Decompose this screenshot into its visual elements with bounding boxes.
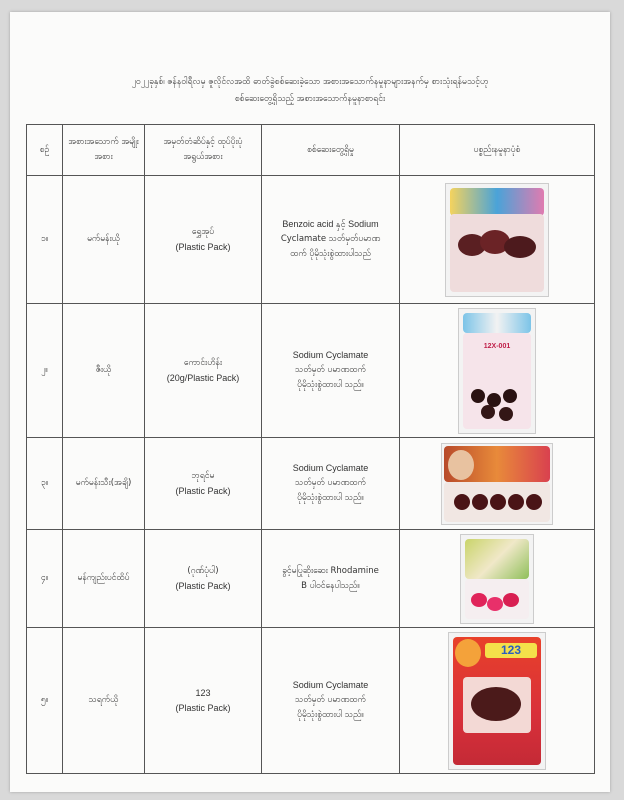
table-row bbox=[27, 304, 595, 438]
document-page bbox=[10, 12, 610, 792]
finding-line: ပိုမိုသုံးစွဲထားပါ သည်။ bbox=[297, 493, 364, 503]
sample-photo-jujube-candy bbox=[458, 308, 536, 434]
brand-name: ရွှေအုပ် bbox=[191, 226, 215, 237]
row-number: ၄။ bbox=[27, 530, 63, 628]
sample-image-cell bbox=[400, 438, 595, 530]
table-row bbox=[27, 530, 595, 628]
header-finding: စစ်ဆေးတွေ့ရှိမှု bbox=[262, 125, 400, 176]
table-row bbox=[27, 176, 595, 304]
pack-size: (20g/Plastic Pack) bbox=[166, 372, 240, 383]
row-number: ၂။ bbox=[27, 304, 63, 438]
finding-cell bbox=[262, 176, 400, 304]
food-type: မန်ကျည်းပင်ထိပ် bbox=[63, 530, 145, 628]
finding-line: ပိုမိုသုံးစွဲထားပါ သည်။ bbox=[297, 380, 364, 390]
header-image: ပစ္စည်းနမူနာပုံစံ bbox=[400, 125, 595, 176]
brand-name: ကောင်းဟိန်း bbox=[183, 357, 223, 368]
header-brand: အမှတ်တံဆိပ်နှင့် ထုပ်ပိုးပုံ အရွယ်အစား bbox=[145, 125, 262, 176]
finding-cell bbox=[262, 304, 400, 438]
sample-photo-mango-candy bbox=[448, 632, 546, 770]
finding-line: သတ်မှတ် ပမာဏထက် bbox=[295, 695, 366, 705]
finding-line: ပိုမိုသုံးစွဲထားပါ သည်။ bbox=[297, 710, 364, 720]
sample-image-cell bbox=[400, 530, 595, 628]
brand-cell bbox=[145, 176, 262, 304]
header-food-type: အစားအသောက် အမျိုးအစား bbox=[63, 125, 145, 176]
brand-name: ဘုရင်မ bbox=[191, 470, 215, 481]
food-type: မက်မန်းသီး(အချိ) bbox=[63, 438, 145, 530]
food-sample-table bbox=[26, 124, 595, 774]
pack-size: (Plastic Pack) bbox=[175, 702, 231, 713]
pack-size: (Plastic Pack) bbox=[175, 580, 231, 591]
finding-cell bbox=[262, 628, 400, 774]
food-type: သရက်ယို bbox=[63, 628, 145, 774]
finding-line: Sodium Cyclamate bbox=[292, 680, 369, 690]
pack-code: 12X-001 bbox=[483, 342, 511, 350]
sample-photo-plum-pickle bbox=[441, 443, 553, 525]
row-number: ၅။ bbox=[27, 628, 63, 774]
row-number: ၃။ bbox=[27, 438, 63, 530]
finding-cell bbox=[262, 530, 400, 628]
sample-photo-plum-candy bbox=[445, 183, 549, 297]
title-line-2: စစ်ဆေးတွေ့ရှိသည့် အစားအသောက်နမူနာစာရင်း bbox=[234, 94, 386, 104]
title-line-1: ၂၀၂၂ခုနှစ်၊ ဇန်နဝါရီလမှ ဇူလိုင်လအထိ ဓာတ်ခွဲစစ်ဆေးခဲ့သော အစားအသောက်နမူနာများအနက်မှ စားသုံးရန်မသင့်ဟု bbox=[131, 77, 489, 87]
brand-cell bbox=[145, 628, 262, 774]
finding-line: သတ်မှတ် ပမာဏထက် bbox=[295, 365, 366, 375]
finding-line: Cyclamate သတ်မှတ်ပမာဏ bbox=[280, 234, 381, 244]
document-title bbox=[30, 74, 590, 108]
table-row bbox=[27, 628, 595, 774]
finding-line: သတ်မှတ် ပမာဏထက် bbox=[295, 478, 366, 488]
finding-cell bbox=[262, 438, 400, 530]
finding-line: Sodium Cyclamate bbox=[292, 463, 369, 473]
table-row bbox=[27, 438, 595, 530]
row-number: ၁။ bbox=[27, 176, 63, 304]
brand-cell bbox=[145, 530, 262, 628]
sample-image-cell bbox=[400, 176, 595, 304]
sample-photo-tamarind-sprouts bbox=[460, 534, 534, 624]
table-header-row bbox=[27, 125, 595, 176]
food-type: ဇီးယို bbox=[63, 304, 145, 438]
pack-size: (Plastic Pack) bbox=[175, 241, 231, 252]
sample-image-cell bbox=[400, 628, 595, 774]
food-type: မက်မန်းယို bbox=[63, 176, 145, 304]
pack-size: (Plastic Pack) bbox=[175, 485, 231, 496]
brand-cell bbox=[145, 304, 262, 438]
finding-line: B ပါဝင်နေပါသည်။ bbox=[301, 580, 360, 591]
brand-cell bbox=[145, 438, 262, 530]
finding-line: Benzoic acid နှင့် Sodium bbox=[282, 219, 379, 229]
brand-name: (ဂုဏ်ပုံပါ) bbox=[187, 565, 219, 576]
brand-name: 123 bbox=[195, 687, 211, 698]
finding-line: Sodium Cyclamate bbox=[292, 350, 369, 360]
sample-image-cell bbox=[400, 304, 595, 438]
pack-logo: 123 bbox=[485, 643, 537, 658]
finding-line: ခွင့်မပြုဆိုးဆေး Rhodamine bbox=[282, 565, 379, 576]
header-no: စဉ် bbox=[27, 125, 63, 176]
finding-line: ထက် ပိုမိုသုံးစွဲထားပါသည် bbox=[290, 249, 371, 259]
